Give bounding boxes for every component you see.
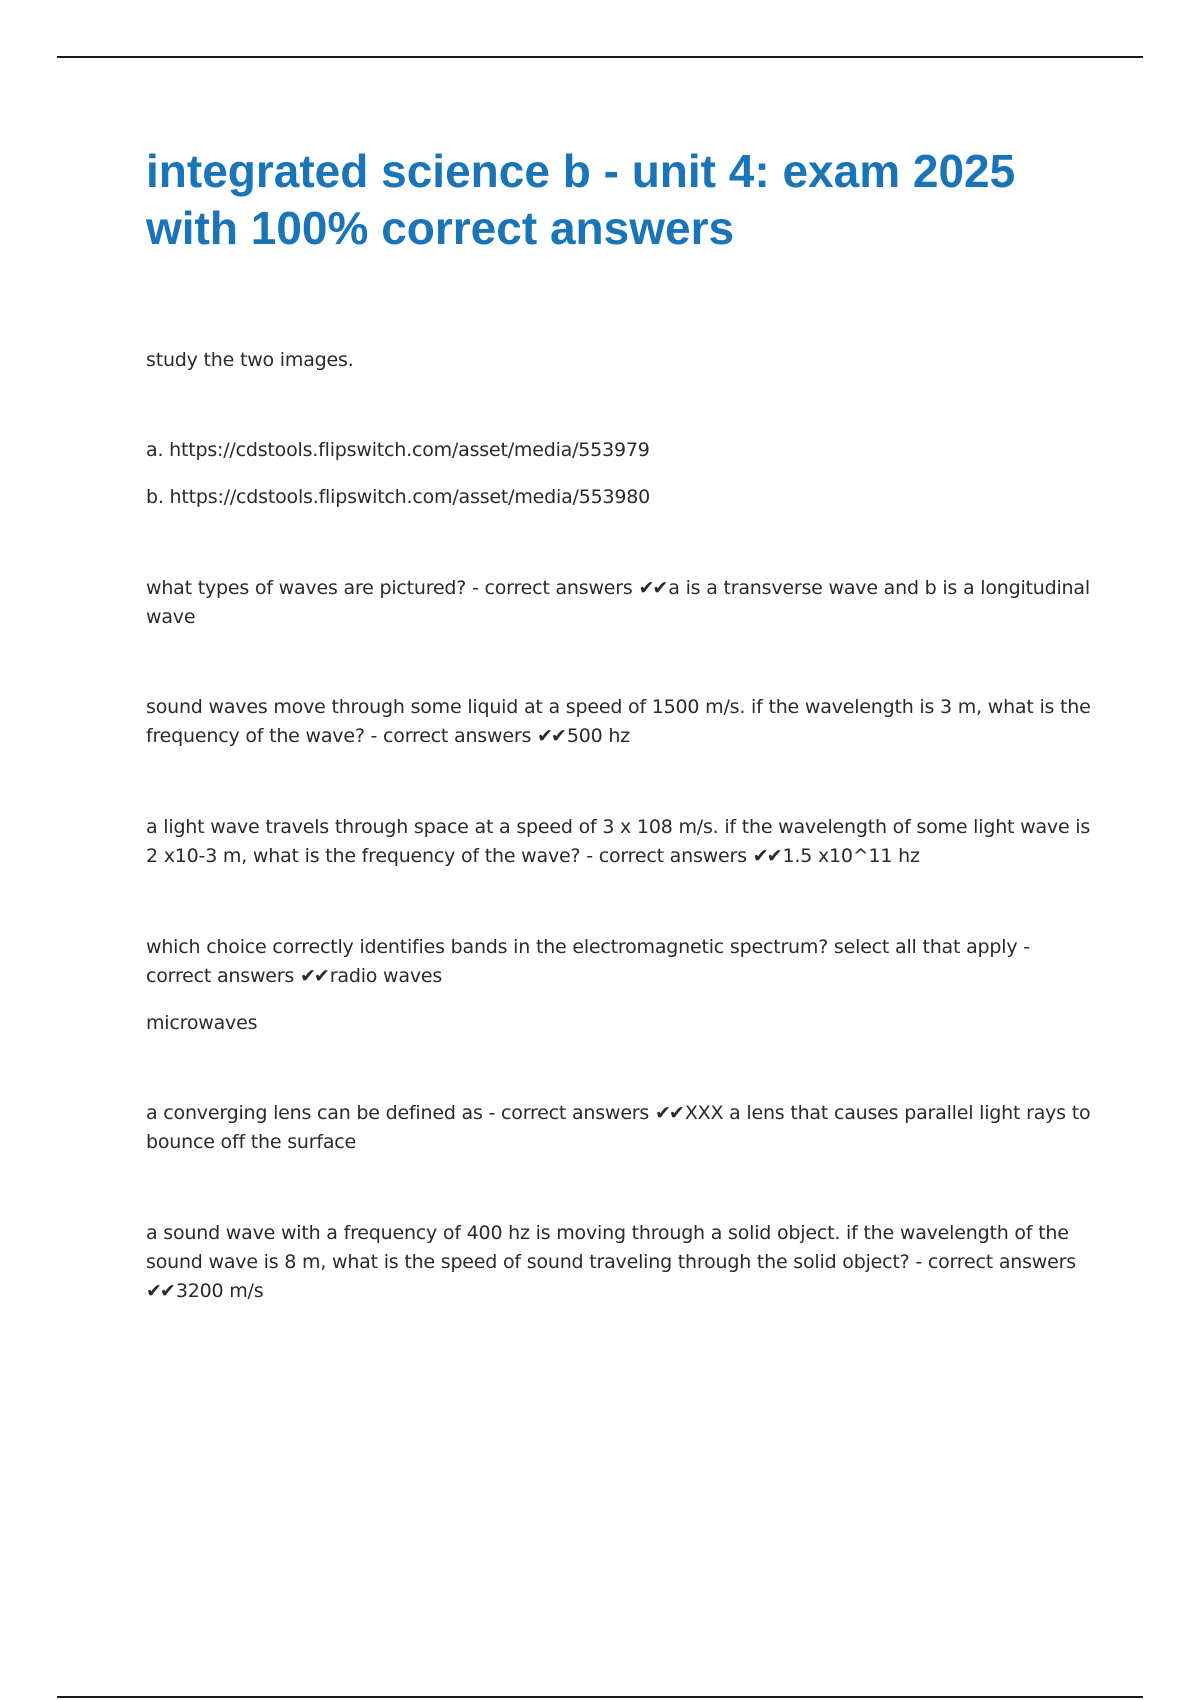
question-text: sound waves move through some liquid at a speed of 1500 m/s. if the wavelength is 3 m, what is the frequency of the wave? - correct answers bbox=[146, 696, 1091, 747]
check-icon: ✔✔ bbox=[536, 725, 565, 747]
answer-text: a is a transverse wave and b is a longitudinal wave bbox=[146, 577, 1090, 628]
intro-text: study the two images. bbox=[146, 349, 354, 371]
check-icon: ✔✔ bbox=[146, 1280, 174, 1302]
qa-item-5 bbox=[146, 1099, 1096, 1157]
answer-text: XXX a lens that causes parallel light rays to bounce off the surface bbox=[146, 1102, 1091, 1153]
qa-item-3 bbox=[146, 813, 1096, 871]
bottom-divider bbox=[57, 1696, 1143, 1698]
answer-text: radio waves bbox=[329, 965, 443, 987]
qa-item-2 bbox=[146, 693, 1096, 751]
top-divider bbox=[57, 56, 1143, 58]
question-text: a light wave travels through space at a speed of 3 x 108 m/s. if the wavelength of some light wave is 2 x10-3 m, what is the frequency of the wave? - correct answers bbox=[146, 816, 1091, 867]
answer-text: 500 hz bbox=[566, 725, 630, 747]
qa-item-1 bbox=[146, 574, 1096, 632]
question-text: a converging lens can be defined as - correct answers bbox=[146, 1102, 650, 1124]
check-icon: ✔✔ bbox=[299, 965, 328, 987]
question-text: which choice correctly identifies bands in the electromagnetic spectrum? select all that apply - correct answers bbox=[146, 936, 1030, 987]
question-text: what types of waves are pictured? - correct answers bbox=[146, 577, 633, 599]
question-text: a sound wave with a frequency of 400 hz is moving through a solid object. if the wavelength of the sound wave is 8 m, what is the speed of sound traveling through the solid object? - correct answers bbox=[146, 1222, 1076, 1273]
answer-text: 3200 m/s bbox=[175, 1280, 264, 1302]
qa-item-4-extra: microwaves bbox=[146, 1012, 258, 1034]
qa-item-4 bbox=[146, 933, 1096, 991]
check-icon: ✔✔ bbox=[638, 577, 667, 599]
check-icon: ✔✔ bbox=[654, 1102, 683, 1124]
qa-item-6 bbox=[146, 1219, 1096, 1306]
image-link-b: b. https://cdstools.flipswitch.com/asset/media/553980 bbox=[146, 486, 651, 508]
check-icon: ✔✔ bbox=[752, 845, 781, 867]
image-link-a: a. https://cdstools.flipswitch.com/asset/media/553979 bbox=[146, 439, 650, 461]
answer-text: 1.5 x10^11 hz bbox=[782, 845, 920, 867]
page-title: integrated science b - unit 4: exam 2025 with 100% correct answers bbox=[146, 145, 1016, 254]
